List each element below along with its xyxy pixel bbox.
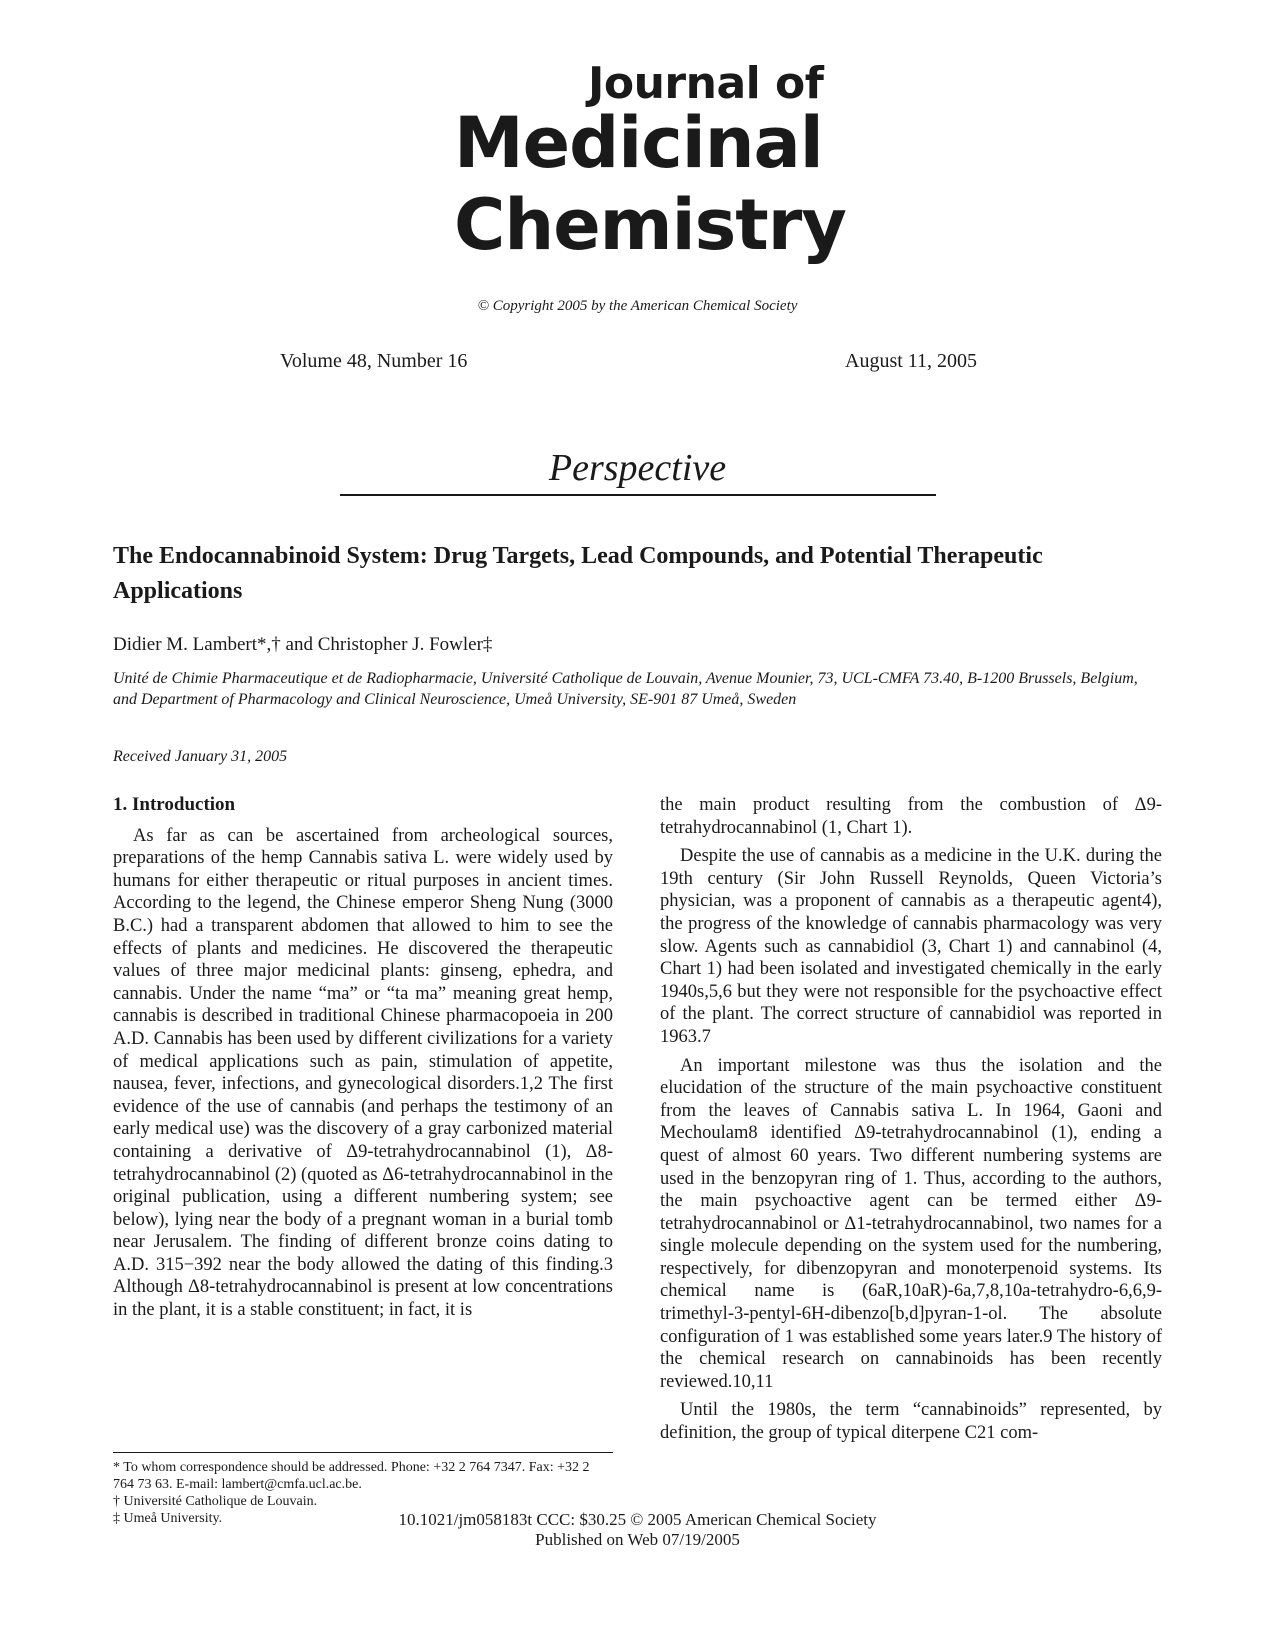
masthead-line-1: Journal of xyxy=(588,58,824,109)
affiliation: Unité de Chimie Pharmaceutique et de Radiopharmacie, Université Catholique de Louvain, Avenue Mounier, 73, UCL-CMFA 73.40, B-1200 Brussels, Belgium, and Department of Pharmacology and Clinical Neuroscience, Umeå University, SE-901 87 Umeå, Sweden xyxy=(113,670,1138,708)
issue-date: August 11, 2005 xyxy=(845,350,978,372)
masthead-line-2: Medicinal xyxy=(454,102,823,184)
body-paragraph: Until the 1980s, the term “cannabinoids” represented, by definition, the group of typical diterpene C21 com- xyxy=(660,1400,1162,1444)
footnote-divider xyxy=(113,1452,613,1453)
body-paragraph: An important milestone was thus the isolation and the elucidation of the structure of the main psychoactive constituent from the leaves of Cannabis sativa L. In 1964, Gaoni and Mechoulam8 identified Δ9-tetrahydrocannabinol (1), ending a quest of almost 60 years. Two different numbering systems are used in the benzopyran ring of 1. Thus, according to the authors, the main psychoactive agent can be termed either Δ9-tetrahydrocannabinol or Δ1-tetrahydrocannabinol, two names for a single molecule depending on the system used for the numbering, respectively, for dibenzopyran and monoterpenoid systems. Its chemical name is (6aR,10aR)-6a,7,8,10a-tetrahydro-6,6,9-trimethyl-3-pentyl-6H-dibenzo[b,d]pyran-1-ol. The absolute configuration of 1 was established some years later.9 The history of the chemical research on cannabinoids has been recently reviewed.10,11 xyxy=(660,1055,1162,1392)
section-heading: 1. Introduction xyxy=(113,794,236,815)
doi-line: 10.1021/jm058183t CCC: $30.25 © 2005 American Chemical Society xyxy=(398,1510,877,1529)
body-paragraph: As far as can be ascertained from archeological sources, preparations of the hemp Cannabis sativa L. were widely used by humans for either therapeutic or ritual purposes in ancient times. According to the legend, the Chinese emperor Sheng Nung (3000 B.C.) had a transparent abdomen that allowed to him to see the effects of plants and medicines. He discovered the therapeutic values of three major medicinal plants: ginseng, ephedra, and cannabis. Under the name “ma” or “ta ma” meaning great hemp, cannabis is described in traditional Chinese pharmacopoeia in 200 A.D. Cannabis has been used by different civilizations for a variety of medical applications such as pain, stimulation of appetite, nausea, fever, infections, and gynecological disorders.1,2 The first evidence of the use of cannabis (and perhaps the testimony of an early medical use) was the discovery of a gray carbonized material containing a derivative of Δ9-tetrahydrocannabinol (1), Δ8-tetrahydrocannabinol (2) (quoted as Δ6-tetrahydrocannabinol in the original publication, using a different numbering system; see below), lying near the body of a pregnant woman in a burial tomb near Jerusalem. The finding of different bronze coins dating to A.D. 315−392 near the body allowed the dating of this finding.3 Although Δ8-tetrahydrocannabinol is present at low concentrations in the plant, it is a stable constituent; in fact, it is xyxy=(113,825,613,1321)
footnote-affiliation-2: ‡ Umeå University. xyxy=(113,1511,223,1526)
body-paragraph: Despite the use of cannabis as a medicine in the U.K. during the 19th century (Sir John Russell Reynolds, Queen Victoria’s physician, was a proponent of cannabis as a therapeutic agent4), the progress of the knowledge of cannabis pharmacology was very slow. Agents such as cannabidiol (3, Chart 1) and cannabinol (4, Chart 1) had been isolated and investigated chemically in the early 1940s,5,6 but they were not responsible for the psychoactive effect of the plant. The correct structure of cannabidiol was reported in 1963.7 xyxy=(660,846,1162,1047)
footnote-correspondence: * To whom correspondence should be addressed. Phone: +32 2 764 7347. Fax: +32 2 764 73 63. E-mail: lambert@cmfa.ucl.ac.be. xyxy=(113,1460,590,1492)
left-column xyxy=(113,794,613,1322)
received-date: Received January 31, 2005 xyxy=(113,748,288,765)
volume-number: Volume 48, Number 16 xyxy=(280,350,468,372)
section-label: Perspective xyxy=(548,447,727,489)
masthead-line-3: Chemistry xyxy=(454,184,846,266)
footnote-affiliation-1: † Université Catholique de Louvain. xyxy=(113,1494,318,1509)
published-line: Published on Web 07/19/2005 xyxy=(535,1530,740,1549)
article-title: The Endocannabinoid System: Drug Targets, Lead Compounds, and Potential Therapeutic Applications xyxy=(113,543,1043,604)
authors: Didier M. Lambert*,† and Christopher J. Fowler‡ xyxy=(113,634,493,655)
body-paragraph: the main product resulting from the combustion of Δ9-tetrahydrocannabinol (1, Chart 1). xyxy=(660,795,1162,838)
copyright-notice: © Copyright 2005 by the American Chemical Society xyxy=(477,298,798,314)
right-column xyxy=(660,794,1162,1445)
section-rule xyxy=(340,494,936,496)
